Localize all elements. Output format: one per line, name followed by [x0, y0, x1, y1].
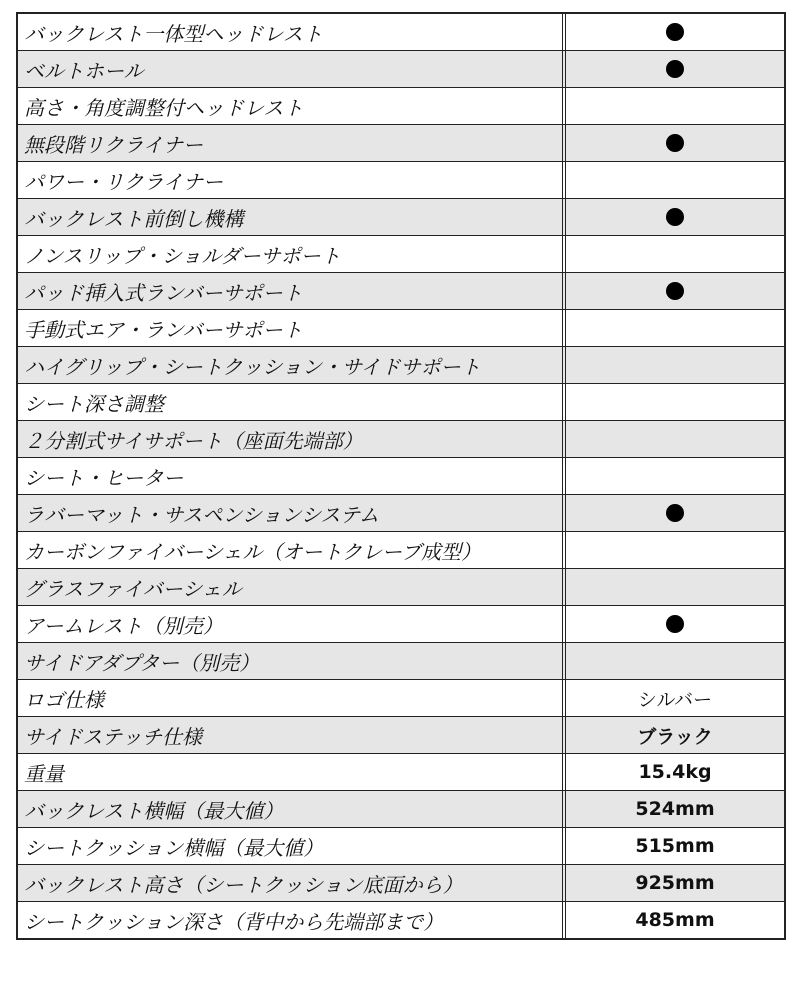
feature-label: ラバーマット・サスペンションシステム: [18, 495, 566, 531]
table-row: [18, 532, 784, 569]
feature-label: シートクッション深さ（背中から先端部まで）: [18, 902, 566, 938]
table-row: [18, 199, 784, 236]
filled-circle-icon: [666, 504, 684, 522]
spec-table: [16, 12, 786, 940]
feature-label: 重量: [18, 754, 566, 790]
filled-circle-icon: [666, 282, 684, 300]
feature-label: シート深さ調整: [18, 384, 566, 420]
feature-label: パッド挿入式ランバーサポート: [18, 273, 566, 309]
feature-value: [566, 199, 784, 235]
table-row: [18, 754, 784, 791]
filled-circle-icon: [666, 134, 684, 152]
value-text: 925mm: [635, 872, 715, 894]
feature-value: [566, 384, 784, 420]
feature-label: 手動式エア・ランバーサポート: [18, 310, 566, 346]
feature-label: バックレスト一体型ヘッドレスト: [18, 14, 566, 50]
feature-label: ハイグリップ・シートクッション・サイドサポート: [18, 347, 566, 383]
feature-label: バックレスト前倒し機構: [18, 199, 566, 235]
table-row: [18, 902, 784, 938]
filled-circle-icon: [666, 208, 684, 226]
feature-value: [566, 532, 784, 568]
feature-value: [566, 88, 784, 124]
table-row: [18, 88, 784, 125]
feature-value: [566, 495, 784, 531]
feature-label: サイドアダプター（別売）: [18, 643, 566, 679]
feature-label: カーボンファイバーシェル（オートクレーブ成型）: [18, 532, 566, 568]
table-row: [18, 495, 784, 532]
feature-value: [566, 680, 784, 716]
feature-label: サイドステッチ仕様: [18, 717, 566, 753]
feature-label: 高さ・角度調整付ヘッドレスト: [18, 88, 566, 124]
feature-value: [566, 273, 784, 309]
table-row: [18, 717, 784, 754]
table-row: [18, 680, 784, 717]
value-text: 515mm: [635, 835, 715, 857]
table-row: [18, 310, 784, 347]
feature-value: [566, 310, 784, 346]
feature-label: グラスファイバーシェル: [18, 569, 566, 605]
feature-value: [566, 828, 784, 864]
feature-label: バックレスト高さ（シートクッション底面から）: [18, 865, 566, 901]
feature-value: [566, 902, 784, 938]
feature-label: シート・ヒーター: [18, 458, 566, 494]
feature-value: [566, 421, 784, 457]
feature-value: [566, 51, 784, 87]
table-row: [18, 828, 784, 865]
table-row: [18, 569, 784, 606]
feature-label: ２分割式サイサポート（座面先端部）: [18, 421, 566, 457]
table-row: [18, 384, 784, 421]
table-row: [18, 421, 784, 458]
feature-label: バックレスト横幅（最大値）: [18, 791, 566, 827]
feature-value: [566, 865, 784, 901]
table-row: [18, 606, 784, 643]
table-row: [18, 162, 784, 199]
feature-value: [566, 125, 784, 161]
table-row: [18, 273, 784, 310]
feature-label: ノンスリップ・ショルダーサポート: [18, 236, 566, 272]
feature-value: [566, 458, 784, 494]
value-text: 524mm: [635, 798, 715, 820]
feature-value: [566, 236, 784, 272]
feature-label: ベルトホール: [18, 51, 566, 87]
feature-label: シートクッション横幅（最大値）: [18, 828, 566, 864]
feature-label: 無段階リクライナー: [18, 125, 566, 161]
feature-value: [566, 347, 784, 383]
value-text: ブラック: [637, 725, 713, 748]
filled-circle-icon: [666, 23, 684, 41]
feature-value: [566, 606, 784, 642]
filled-circle-icon: [666, 615, 684, 633]
table-row: [18, 347, 784, 384]
table-row: [18, 791, 784, 828]
feature-value: [566, 162, 784, 198]
table-row: [18, 458, 784, 495]
feature-value: [566, 643, 784, 679]
table-row: [18, 125, 784, 162]
feature-value: [566, 717, 784, 753]
table-row: [18, 14, 784, 51]
value-text: 15.4kg: [638, 761, 712, 783]
feature-value: [566, 14, 784, 50]
feature-value: [566, 754, 784, 790]
feature-value: [566, 569, 784, 605]
value-text: 485mm: [635, 909, 715, 931]
feature-label: アームレスト（別売）: [18, 606, 566, 642]
value-text: シルバー: [637, 688, 713, 711]
feature-label: ロゴ仕様: [18, 680, 566, 716]
table-row: [18, 643, 784, 680]
feature-value: [566, 791, 784, 827]
table-row: [18, 51, 784, 88]
feature-label: パワー・リクライナー: [18, 162, 566, 198]
table-row: [18, 236, 784, 273]
table-row: [18, 865, 784, 902]
filled-circle-icon: [666, 60, 684, 78]
